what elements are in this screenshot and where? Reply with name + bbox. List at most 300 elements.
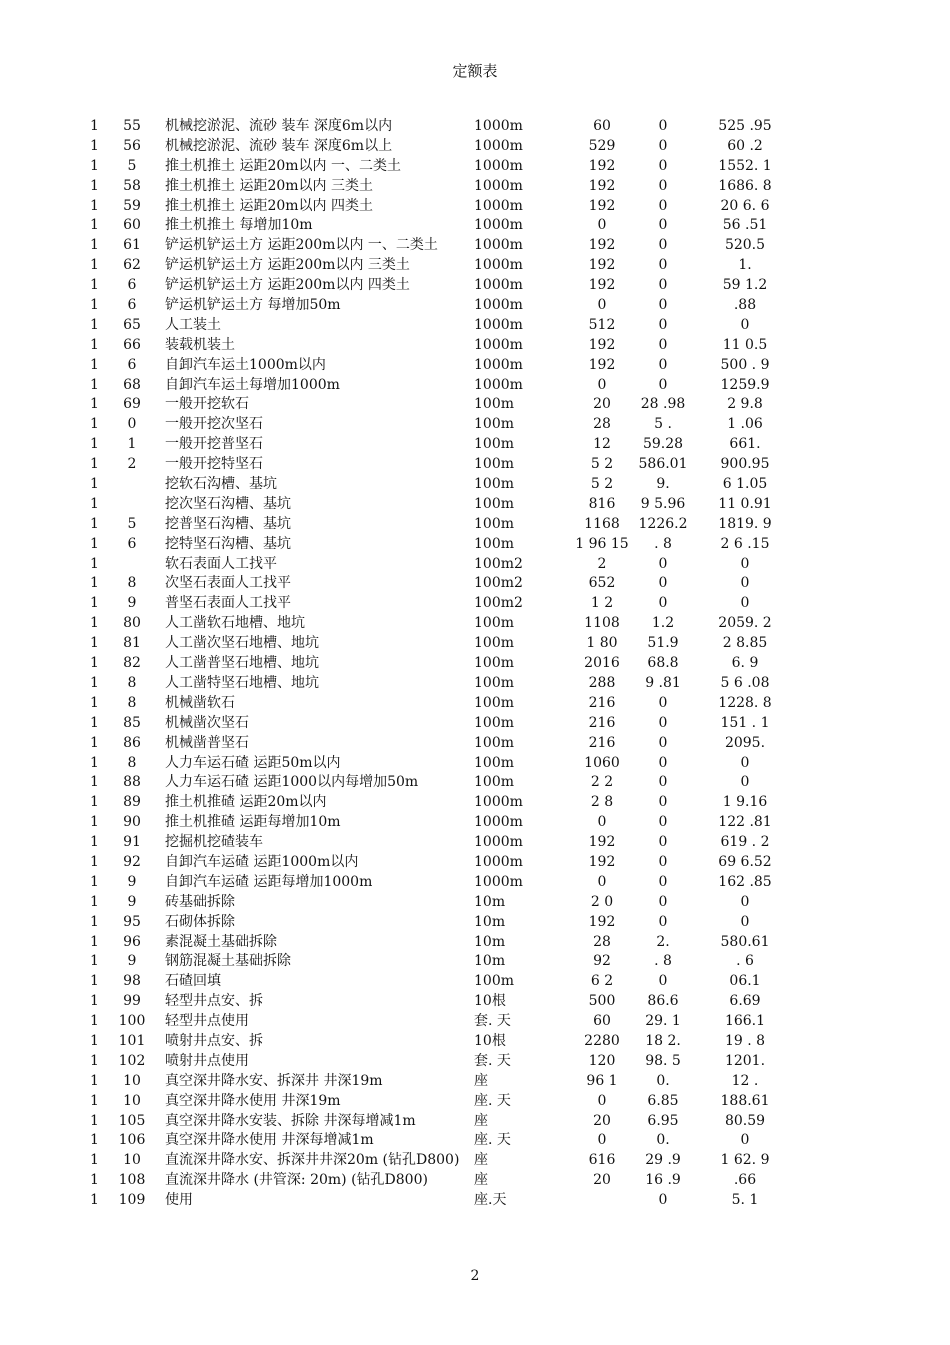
col-labor: 28 [593,933,611,950]
table-row [0,714,950,734]
col-item-name: 自卸汽车运土1000m以内 [165,356,326,373]
col-material: 0. [656,1132,670,1149]
col-item-name: 轻型井点安、拆 [165,993,263,1010]
table-row [0,614,950,634]
col-labor: 192 [588,277,616,294]
col-unit: 座 [474,1112,488,1129]
col-labor: 96 1 [586,1072,618,1089]
col-material: 0 [658,834,668,851]
col-item-no: 95 [123,913,141,930]
table-row [0,694,950,714]
table-row [0,555,950,575]
col-material: 18 2. [645,1032,681,1049]
col-chapter: 1 [90,1152,99,1169]
col-item-no: 100 [118,1013,146,1030]
col-machine: .88 [733,297,757,314]
col-chapter: 1 [90,933,99,950]
col-item-no: 6 [127,297,137,314]
col-item-name: 人工装土 [165,316,221,333]
col-unit: 1000m [474,853,523,870]
col-unit: 100m [474,476,514,493]
col-machine: 6 1.05 [722,476,768,493]
col-machine: 06.1 [729,973,761,990]
col-item-no: 8 [127,575,137,592]
col-material: 0 [658,118,668,134]
col-item-name: 素混凝土基础拆除 [165,933,277,950]
col-item-name: 真空深井降水安装、拆除 井深每增减1m [165,1112,416,1129]
col-material: 0 [658,237,668,254]
col-unit: 1000m [474,257,523,274]
col-labor: 192 [588,356,616,373]
col-unit: 1000m [474,316,523,333]
col-unit: 1000m [474,157,523,174]
col-item-name: 挖掘机挖碴装车 [165,834,263,851]
col-machine: 0 [740,1132,750,1149]
col-labor: 0 [597,297,607,314]
col-labor: 6 2 [590,973,614,990]
col-labor: 216 [588,734,616,751]
col-item-name: 挖次坚石沟槽、基坑 [165,495,291,512]
col-material: 0 [658,376,668,393]
table-row [0,1131,950,1151]
col-chapter: 1 [90,1052,99,1069]
col-material: 0 [658,853,668,870]
col-item-no: 6 [127,277,137,294]
col-material: . 8 [654,535,672,552]
table-row [0,475,950,495]
col-chapter: 1 [90,873,99,890]
col-unit: 100m [474,436,514,453]
col-chapter: 1 [90,416,99,433]
col-item-name: 人工凿特坚石地槽、地坑 [165,674,319,691]
col-chapter: 1 [90,316,99,333]
col-chapter: 1 [90,456,99,473]
col-chapter: 1 [90,336,99,353]
col-labor: 192 [588,157,616,174]
col-machine: 2 8.85 [722,635,768,652]
col-material: 6.95 [647,1112,679,1129]
col-labor: 92 [593,953,611,970]
col-labor: 1168 [584,515,620,532]
col-machine: 1259.9 [720,376,770,393]
col-material: 9 5.96 [640,495,686,512]
col-item-no: 99 [123,993,141,1010]
col-machine: 60 .2 [727,137,763,154]
col-material: 0 [658,794,668,811]
col-labor: 529 [588,137,616,154]
col-labor: 1 2 [590,595,614,612]
col-machine: 5. 1 [731,1192,759,1209]
col-chapter: 1 [90,953,99,970]
col-material: 51.9 [647,635,679,652]
col-item-name: 推土机推土 运距20m以内 三类土 [165,177,373,194]
col-machine: 2 9.8 [727,396,763,413]
col-labor: 5 2 [590,456,614,473]
col-chapter: 1 [90,376,99,393]
table-row [0,952,950,972]
col-unit: 1000m [474,277,523,294]
col-unit: 座. 天 [474,1132,511,1149]
col-item-no: 81 [123,635,141,652]
table-row [0,734,950,754]
col-item-name: 砖基础拆除 [165,893,235,910]
col-item-no: 89 [123,794,141,811]
col-unit: 1000m [474,814,523,831]
col-material: 0 [658,973,668,990]
col-machine: 69 6.52 [718,853,772,870]
col-labor: 60 [593,1013,611,1030]
col-unit: 100m [474,714,514,731]
col-machine: 0 [740,595,750,612]
table-row [0,117,950,137]
col-item-no: 102 [118,1052,146,1069]
col-machine: 166.1 [724,1013,766,1030]
col-material: 0 [658,356,668,373]
col-chapter: 1 [90,973,99,990]
table-row [0,674,950,694]
table-row [0,296,950,316]
col-item-name: 钢筋混凝土基础拆除 [165,953,291,970]
table-row [0,853,950,873]
col-machine: 1686. 8 [718,177,772,194]
col-material: 0 [658,555,668,572]
col-item-no: 10 [123,1072,141,1089]
col-material: 0 [658,137,668,154]
col-labor: 816 [588,495,616,512]
col-chapter: 1 [90,535,99,552]
col-machine: 661. [729,436,761,453]
col-unit: 100m [474,674,514,691]
col-item-name: 装载机装土 [165,336,235,353]
col-unit: 1000m [474,873,523,890]
col-material: 9. [656,476,670,493]
col-material: 5 . [654,416,672,433]
col-item-name: 机械挖淤泥、流砂 装车 深度6m以内 [165,118,393,134]
col-unit: 100m [474,655,514,672]
col-chapter: 1 [90,714,99,731]
col-item-name: 机械挖淤泥、流砂 装车 深度6m以上 [165,137,393,154]
col-item-no: 68 [123,376,141,393]
col-item-no: 61 [123,237,141,254]
col-material: 59.28 [642,436,684,453]
col-unit: 10m [474,933,506,950]
col-unit: 10根 [474,1032,506,1049]
col-machine: 525 .95 [718,118,772,134]
col-material: 0 [658,157,668,174]
col-labor: 192 [588,853,616,870]
col-machine: 19 . 8 [724,1032,766,1049]
col-machine: 900.95 [720,456,770,473]
col-item-name: 自卸汽车运碴 运距每增加1000m [165,873,373,890]
col-unit: 1000m [474,137,523,154]
col-item-name: 自卸汽车运土每增加1000m [165,376,340,393]
col-labor: 28 [593,416,611,433]
col-material: 0 [658,734,668,751]
col-unit: 1000m [474,794,523,811]
col-material: . 8 [654,953,672,970]
col-item-no: 9 [127,953,137,970]
col-labor: 652 [588,575,616,592]
col-unit: 100m [474,694,514,711]
col-material: 0 [658,873,668,890]
col-labor: 0 [597,814,607,831]
col-chapter: 1 [90,893,99,910]
col-unit: 100m [474,973,514,990]
table-row [0,236,950,256]
col-material: 98. 5 [645,1052,681,1069]
col-machine: 11 0.91 [718,495,772,512]
col-item-name: 挖特坚石沟槽、基坑 [165,535,291,552]
col-material: 0 [658,177,668,194]
table-row [0,1052,950,1072]
col-unit: 100m [474,515,514,532]
table-row [0,395,950,415]
col-material: 0 [658,893,668,910]
table-row [0,495,950,515]
col-item-no: 66 [123,336,141,353]
col-chapter: 1 [90,993,99,1010]
col-item-name: 机械凿普坚石 [165,734,249,751]
col-item-no: 10 [123,1152,141,1169]
quota-table [0,117,950,1211]
col-unit: 座 [474,1152,488,1169]
col-item-name: 真空深井降水使用 井深每增减1m [165,1132,374,1149]
table-row [0,833,950,853]
col-chapter: 1 [90,794,99,811]
table-row [0,1191,950,1211]
col-labor: 192 [588,237,616,254]
col-machine: 12 . [731,1072,759,1089]
col-machine: 20 6. 6 [720,197,770,214]
col-machine: 56 .51 [722,217,768,234]
col-machine: 0 [740,575,750,592]
table-row [0,594,950,614]
col-item-name: 推土机推土 每增加10m [165,217,313,234]
col-labor: 20 [593,396,611,413]
table-row [0,793,950,813]
col-item-name: 推土机推土 运距20m以内 一、二类土 [165,157,401,174]
col-item-no: 88 [123,774,141,791]
col-labor: 500 [588,993,616,1010]
col-unit: 100m [474,754,514,771]
col-chapter: 1 [90,515,99,532]
col-unit: 100m [474,734,514,751]
col-chapter: 1 [90,655,99,672]
col-labor: 216 [588,714,616,731]
col-labor: 0 [597,1092,607,1109]
col-material: 0 [658,197,668,214]
col-chapter: 1 [90,734,99,751]
table-row [0,435,950,455]
table-row [0,972,950,992]
col-machine: 2095. [724,734,766,751]
col-machine: .66 [733,1172,757,1189]
col-machine: 580.61 [720,933,770,950]
table-row [0,873,950,893]
col-chapter: 1 [90,615,99,632]
col-material: 0 [658,774,668,791]
col-material: 29. 1 [645,1013,681,1030]
table-row [0,992,950,1012]
col-item-name: 石砌体拆除 [165,913,235,930]
col-item-name: 软石表面人工找平 [165,555,277,572]
col-item-no: 91 [123,834,141,851]
col-labor: 2 [597,555,607,572]
col-labor: 12 [593,436,611,453]
col-unit: 100m2 [474,555,523,572]
col-item-name: 机械凿软石 [165,694,235,711]
col-chapter: 1 [90,495,99,512]
col-chapter: 1 [90,913,99,930]
table-row [0,216,950,236]
col-labor: 192 [588,177,616,194]
col-machine: 619 . 2 [720,834,770,851]
col-machine: 0 [740,893,750,910]
col-chapter: 1 [90,476,99,493]
col-item-no: 65 [123,316,141,333]
page-title: 定额表 [452,62,498,80]
col-item-no: 2 [127,456,137,473]
col-machine: 1. [738,257,752,274]
col-chapter: 1 [90,277,99,294]
col-labor: 192 [588,913,616,930]
col-item-no: 1 [127,436,137,453]
col-material: 0 [658,754,668,771]
col-unit: 10m [474,913,506,930]
table-row [0,913,950,933]
col-unit: 1000m [474,376,523,393]
col-unit: 100m2 [474,595,523,612]
col-item-name: 一般开挖普坚石 [165,436,263,453]
table-row [0,356,950,376]
col-unit: 1000m [474,356,523,373]
table-row [0,1112,950,1132]
table-row [0,574,950,594]
table-row [0,177,950,197]
col-labor: 120 [588,1052,616,1069]
col-labor: 512 [588,316,616,333]
col-machine: 6.69 [729,993,761,1010]
col-labor: 0 [597,376,607,393]
col-unit: 100m [474,615,514,632]
col-item-name: 挖软石沟槽、基坑 [165,476,277,493]
col-item-name: 真空深井降水安、拆深井 井深19m [165,1072,383,1089]
col-labor: 2 0 [590,893,614,910]
col-unit: 座. 天 [474,1092,511,1109]
table-row [0,137,950,157]
table-row [0,654,950,674]
col-machine: 188.61 [720,1092,770,1109]
col-chapter: 1 [90,436,99,453]
col-chapter: 1 [90,197,99,214]
col-chapter: 1 [90,1132,99,1149]
col-item-name: 直流深井降水安、拆深井井深20m (钻孔D800) [165,1152,460,1169]
col-unit: 100m [474,396,514,413]
col-machine: 1 .06 [727,416,763,433]
col-labor: 20 [593,1112,611,1129]
col-material: 0 [658,316,668,333]
col-labor: 5 2 [590,476,614,493]
col-labor: 1108 [584,615,620,632]
col-machine: 151 . 1 [720,714,770,731]
table-row [0,933,950,953]
col-labor: 0 [597,1132,607,1149]
col-chapter: 1 [90,157,99,174]
col-chapter: 1 [90,177,99,194]
col-item-name: 铲运机铲运土方 运距200m以内 四类土 [165,277,410,294]
col-item-name: 直流深井降水 (井管深: 20m) (钻孔D800) [165,1172,428,1189]
col-item-name: 铲运机铲运土方 运距200m以内 三类土 [165,257,410,274]
table-row [0,256,950,276]
col-item-name: 普坚石表面人工找平 [165,595,291,612]
col-chapter: 1 [90,814,99,831]
col-machine: 520.5 [724,237,766,254]
col-unit: 座 [474,1072,488,1089]
col-chapter: 1 [90,694,99,711]
col-chapter: 1 [90,555,99,572]
col-labor: 216 [588,694,616,711]
col-labor: 1060 [584,754,620,771]
col-unit: 1000m [474,336,523,353]
col-item-name: 轻型井点使用 [165,1013,249,1030]
col-material: 0. [656,1072,670,1089]
col-material: 0 [658,217,668,234]
col-machine: 1819. 9 [718,515,772,532]
col-labor: 288 [588,674,616,691]
col-chapter: 1 [90,595,99,612]
col-material: 0 [658,814,668,831]
col-chapter: 1 [90,1072,99,1089]
col-item-no: 90 [123,814,141,831]
table-row [0,1171,950,1191]
col-labor: 20 [593,1172,611,1189]
table-row [0,773,950,793]
col-labor: 0 [597,217,607,234]
col-material: 0 [658,336,668,353]
col-machine: 2 6 .15 [720,535,770,552]
col-unit: 100m [474,456,514,473]
col-material: 0 [658,257,668,274]
col-item-name: 推土机推土 运距20m以内 四类土 [165,197,373,214]
col-chapter: 1 [90,1192,99,1209]
col-item-name: 铲运机铲运土方 每增加50m [165,297,341,314]
col-item-name: 喷射井点安、拆 [165,1032,263,1049]
col-labor: 192 [588,257,616,274]
col-machine: 0 [740,913,750,930]
table-row [0,754,950,774]
col-item-no: 6 [127,356,137,373]
col-labor: 60 [593,118,611,134]
col-material: 0 [658,913,668,930]
col-material: 0 [658,277,668,294]
col-chapter: 1 [90,137,99,154]
col-machine: 1552. 1 [718,157,772,174]
col-machine: 1 62. 9 [720,1152,770,1169]
col-unit: 100m [474,416,514,433]
table-row [0,157,950,177]
col-chapter: 1 [90,257,99,274]
col-material: 28 .98 [640,396,686,413]
col-unit: 座.天 [474,1192,507,1209]
col-machine: . 6 [736,953,754,970]
col-item-no: 96 [123,933,141,950]
col-unit: 10m [474,893,506,910]
table-row [0,376,950,396]
col-item-no: 69 [123,396,141,413]
col-machine: 0 [740,774,750,791]
col-chapter: 1 [90,396,99,413]
col-unit: 1000m [474,177,523,194]
